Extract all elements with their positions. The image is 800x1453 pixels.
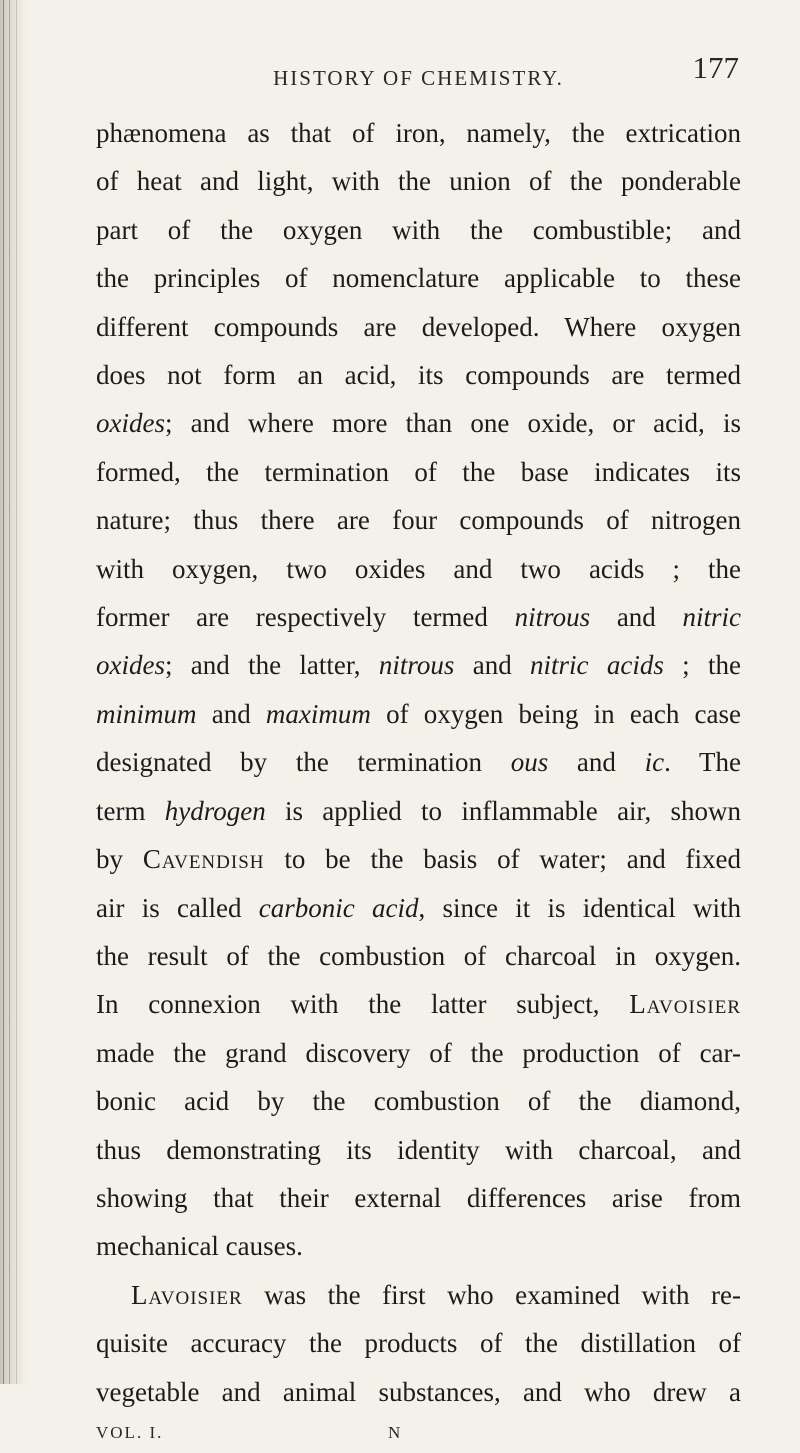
text-segment: In connexion with the latter subject, <box>96 989 630 1020</box>
page-footer <box>96 1419 741 1453</box>
binding-edge-line <box>3 0 4 1384</box>
text-segment: and <box>548 747 645 778</box>
text-line <box>96 1222 741 1270</box>
text-segment: , since it is identical with <box>418 892 741 923</box>
binding-edge-line <box>9 0 10 1384</box>
text-segment: was the first who examined with re- <box>242 1279 741 1310</box>
text-segment: and <box>196 698 266 729</box>
running-head <box>96 40 741 90</box>
text-segment: the result of the combustion of charcoal in oxygen. <box>96 940 741 971</box>
text-segment: . The <box>664 747 742 778</box>
text-segment: by <box>96 844 143 875</box>
text-line <box>96 690 741 738</box>
text-segment: mechanical causes. <box>96 1231 303 1262</box>
text-segment: bonic acid by the combustion of the diamond, <box>96 1086 741 1117</box>
text-segment: phænomena as that of iron, namely, the extrication <box>96 118 741 148</box>
italic-term: ous <box>510 747 549 778</box>
italic-term: hydrogen <box>164 795 266 826</box>
italic-term: maximum <box>265 698 371 729</box>
text-segment: does not form an acid, its compounds are termed <box>96 360 741 391</box>
text-line <box>96 593 741 641</box>
text-segment: with oxygen, two oxides and two acids ; the <box>96 553 741 584</box>
italic-term: oxides <box>96 408 165 439</box>
italic-term: nitric <box>682 602 741 633</box>
small-caps-name: Cavendish <box>142 844 265 875</box>
text-segment: showing that their external differences arise from <box>96 1182 741 1213</box>
text-line <box>96 787 741 835</box>
text-line <box>96 496 741 544</box>
text-line <box>96 1271 741 1319</box>
text-line <box>96 884 741 932</box>
text-segment: nature; thus there are four compounds of nitrogen <box>96 505 741 536</box>
text-line <box>96 835 741 883</box>
text-segment: part of the oxygen with the combustible; and <box>96 214 741 245</box>
text-line <box>96 109 741 157</box>
running-head-title: HISTORY OF CHEMISTRY. <box>273 66 564 90</box>
text-line <box>96 206 741 254</box>
text-segment: of oxygen being in each case <box>370 698 742 729</box>
text-line <box>96 1126 741 1174</box>
volume-signature: VOL. I. <box>96 1422 164 1442</box>
text-segment: to be the basis of water; and fixed <box>264 844 741 875</box>
signature-mark: N <box>388 1422 401 1442</box>
text-segment: quisite accuracy the products of the distillation of <box>96 1328 741 1359</box>
page-number: 177 <box>692 50 739 85</box>
text-line <box>96 1174 741 1222</box>
body-text <box>96 109 741 1416</box>
text-segment: is applied to inflammable air, shown <box>265 795 741 826</box>
text-segment: air is called <box>96 892 259 923</box>
text-segment: made the grand discovery of the production of car- <box>96 1037 741 1068</box>
text-line <box>96 641 741 689</box>
text-line <box>96 545 741 593</box>
text-segment: designated by the termination <box>96 747 511 778</box>
italic-term: minimum <box>96 698 197 729</box>
text-segment: ; and where more than one oxide, or acid, is <box>164 408 741 439</box>
italic-term: nitrous <box>514 602 591 633</box>
text-line <box>96 1029 741 1077</box>
text-segment: formed, the termination of the base indicates its <box>96 456 741 487</box>
text-segment: term <box>96 795 165 826</box>
italic-term: oxides <box>96 650 165 681</box>
text-segment: and <box>454 650 531 681</box>
binding-edge-line <box>16 0 17 1384</box>
text-segment: and <box>590 602 683 633</box>
small-caps-name: Lavoisier <box>629 989 741 1020</box>
text-line <box>96 448 741 496</box>
text-segment: ; the <box>663 650 741 681</box>
text-line <box>96 399 741 447</box>
text-segment: thus demonstrating its identity with charcoal, and <box>96 1134 741 1165</box>
text-segment: different compounds are developed. Where oxygen <box>96 311 741 342</box>
book-page <box>96 40 742 1442</box>
text-line <box>96 351 741 399</box>
italic-term: carbonic acid <box>258 892 419 923</box>
text-line <box>96 254 741 302</box>
text-segment: former are respectively termed <box>96 602 515 633</box>
text-line <box>96 1368 741 1416</box>
text-segment: the principles of nomenclature applicable to these <box>96 263 741 294</box>
text-line <box>96 738 741 786</box>
text-line <box>96 980 741 1028</box>
text-line <box>96 932 741 980</box>
text-segment: of heat and light, with the union of the ponderable <box>96 166 741 197</box>
italic-term: nitric acids <box>530 650 664 681</box>
text-line <box>96 1319 741 1367</box>
small-caps-name: Lavoisier <box>131 1279 243 1310</box>
italic-term: nitrous <box>378 650 455 681</box>
text-segment: ; and the latter, <box>164 650 379 681</box>
text-segment: vegetable and animal substances, and who drew a <box>96 1376 741 1407</box>
text-line <box>96 303 741 351</box>
italic-term: ic <box>644 747 665 778</box>
text-line <box>96 157 741 205</box>
text-line <box>96 1077 741 1125</box>
